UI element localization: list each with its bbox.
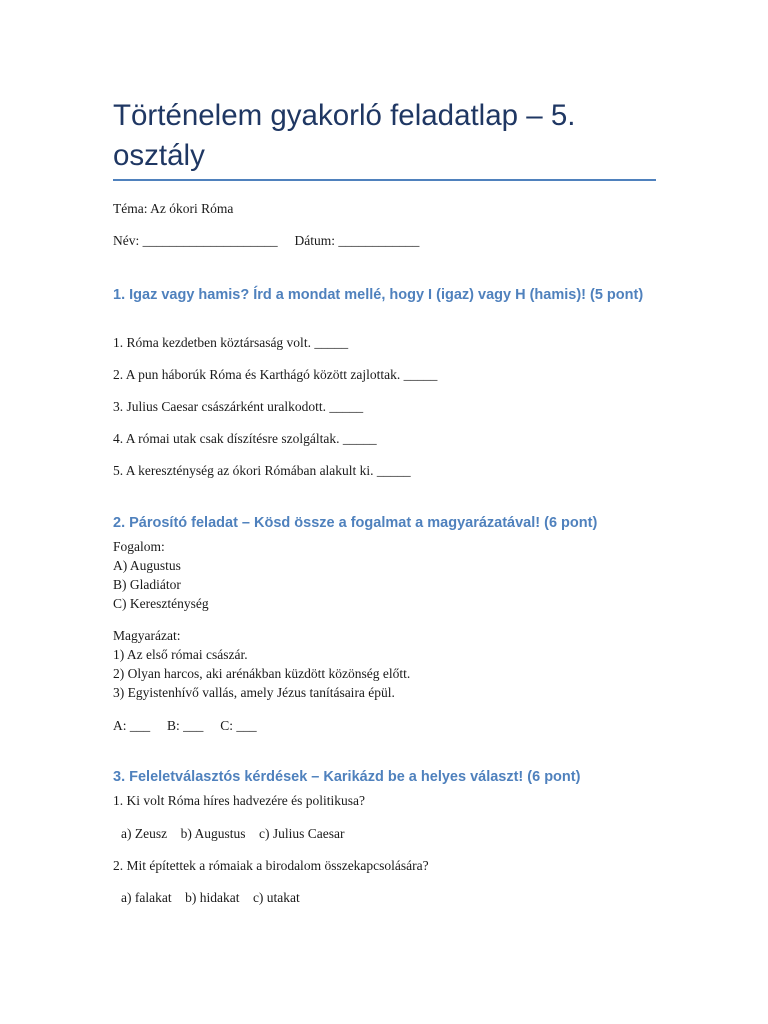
fogalom-item: B) Gladiátor	[113, 577, 181, 592]
mc-question: 1. Ki volt Róma híres hadvezére és politikusa?	[113, 793, 365, 808]
mc-options: a) falakat b) hidakat c) utakat	[121, 890, 300, 905]
mc-options: a) Zeusz b) Augustus c) Julius Caesar	[121, 826, 345, 841]
tf-item: 1. Róma kezdetben köztársaság volt. _____	[113, 335, 349, 350]
magyarazat-item: 2) Olyan harcos, aki arénákban küzdött közönség előtt.	[113, 666, 411, 681]
matching-answers: A: ___ B: ___ C: ___	[113, 718, 257, 733]
name-date-line: Név: ____________________ Dátum: ____________	[113, 233, 420, 248]
fogalom-item: A) Augustus	[113, 558, 181, 573]
tf-item: 4. A római utak csak díszítésre szolgáltak. _____	[113, 431, 377, 446]
magyarazat-label: Magyarázat:	[113, 628, 181, 643]
title-divider	[113, 179, 656, 181]
mc-question: 2. Mit építettek a rómaiak a birodalom összekapcsolására?	[113, 858, 429, 873]
fogalom-item: C) Kereszténység	[113, 596, 209, 611]
magyarazat-item: 1) Az első római császár.	[113, 647, 248, 662]
page-title: Történelem gyakorló feladatlap – 5. osztály	[113, 99, 576, 172]
fogalom-label: Fogalom:	[113, 539, 165, 554]
magyarazat-item: 3) Egyistenhívő vallás, amely Jézus tanításaira épül.	[113, 685, 395, 700]
tf-item: 2. A pun háborúk Róma és Karthágó között zajlottak. _____	[113, 367, 438, 382]
section2-heading: 2. Párosító feladat – Kösd össze a fogalmat a magyarázatával! (6 pont)	[113, 515, 598, 531]
section3-heading: 3. Feleletválasztós kérdések – Karikázd be a helyes választ! (6 pont)	[113, 769, 581, 785]
tf-item: 5. A kereszténység az ókori Rómában alakult ki. _____	[113, 463, 411, 478]
section1-heading: 1. Igaz vagy hamis? Írd a mondat mellé, hogy I (igaz) vagy H (hamis)! (5 pont)	[113, 287, 644, 303]
topic-line: Téma: Az ókori Róma	[113, 201, 234, 216]
tf-item: 3. Julius Caesar császárként uralkodott. _____	[113, 399, 364, 414]
